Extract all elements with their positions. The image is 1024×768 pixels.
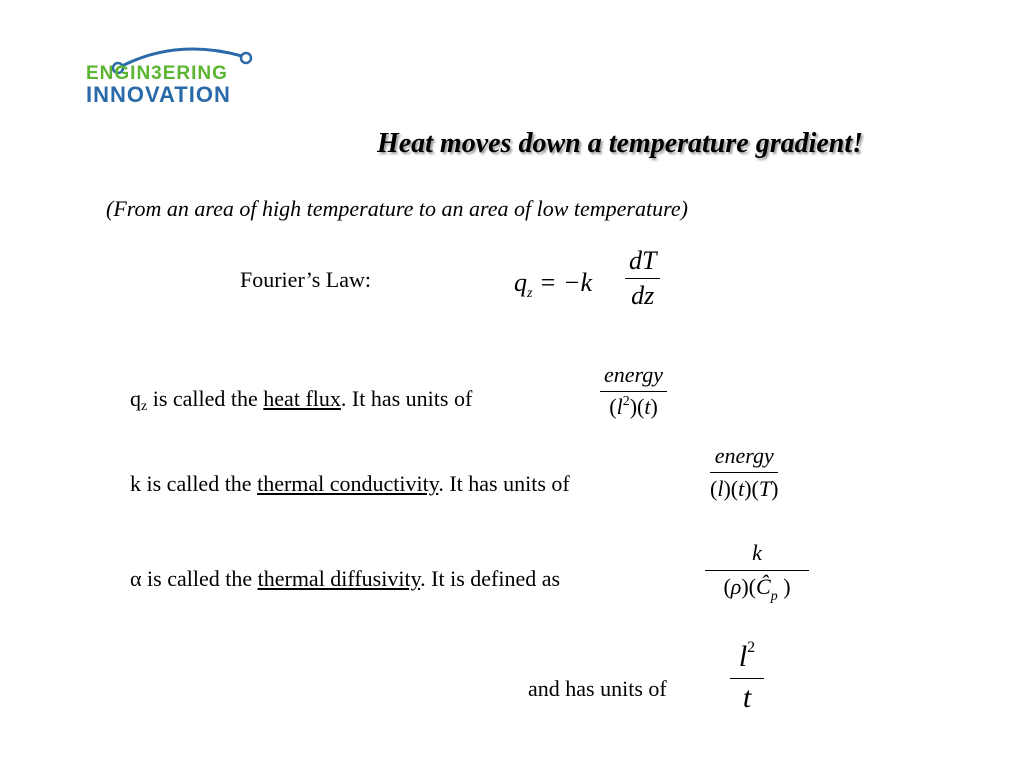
den-T: T — [758, 476, 772, 501]
conductivity-units-fraction — [710, 443, 778, 502]
diffusivity-numerator: k — [752, 540, 762, 565]
fraction-bar — [705, 570, 809, 571]
engineering-innovation-logo — [82, 44, 282, 106]
conductivity-term: thermal conductivity — [257, 471, 439, 496]
den-c-hat: Ĉ — [756, 574, 771, 599]
diffusivity-denominator: $(\rho)(Ĉ_p$ ) — [723, 574, 791, 604]
den-c-subscript: p — [770, 589, 778, 604]
fraction-bar — [600, 391, 667, 392]
fraction-bar — [625, 278, 660, 279]
diffusivity-text-before: α is called the — [130, 566, 258, 591]
fraction-bar — [730, 678, 764, 679]
units-fraction — [730, 640, 764, 715]
conductivity-text-before: k is called the — [130, 471, 258, 496]
fourier-numerator: dT — [629, 246, 657, 275]
den-t: t — [644, 394, 651, 419]
conductivity-units-numerator: energy — [714, 443, 774, 468]
den-l: l — [616, 394, 623, 419]
fourier-denominator: dz — [631, 281, 655, 310]
heat-flux-text-before: is called the — [147, 386, 264, 411]
heat-flux-units-fraction — [600, 362, 667, 420]
fourier-lhs-q: q — [514, 268, 527, 297]
fourier-equation-lhs — [514, 268, 593, 301]
diffusivity-term: thermal diffusivity — [257, 566, 421, 591]
num-l-exponent: 2 — [747, 639, 756, 656]
heat-flux-sentence — [130, 386, 472, 412]
num-l: l — [738, 640, 748, 673]
den-rho: ρ — [730, 574, 742, 599]
diffusivity-text-after: . It is defined as — [420, 566, 561, 591]
heat-flux-text-after: . It has units of — [340, 386, 473, 411]
fourier-law-label: Fourier’s Law: — [240, 267, 371, 292]
fraction-bar — [710, 472, 778, 473]
logo-line-engineering: ENGIN3ERING — [86, 63, 228, 84]
heat-flux-symbol-sub: z — [141, 399, 148, 414]
fourier-lhs-sub: z — [527, 286, 533, 301]
slide-title: Heat moves down a temperature gradient! — [376, 128, 864, 159]
slide-subtitle: (From an area of high temperature to an area of low temperature) — [106, 196, 688, 221]
units-denominator: t — [742, 681, 752, 714]
heat-flux-term: heat flux — [263, 386, 341, 411]
units-sentence: and has units of — [528, 676, 667, 701]
diffusivity-sentence — [130, 566, 560, 592]
diffusivity-fraction — [705, 540, 809, 604]
den-l: l — [717, 476, 724, 501]
conductivity-units-denominator: (l)(t)(T) — [710, 476, 779, 501]
fourier-equals: = −k — [538, 268, 593, 297]
den-t: t — [738, 476, 745, 501]
heat-flux-units-numerator: energy — [604, 362, 664, 387]
conductivity-sentence — [130, 471, 570, 497]
units-numerator — [730, 640, 764, 674]
heat-flux-symbol: q — [130, 386, 141, 411]
conductivity-text-after: . It has units of — [438, 471, 570, 496]
den-l-exponent: 2 — [622, 394, 630, 409]
fourier-fraction — [625, 246, 660, 311]
logo-line-innovation: INNOVATION — [86, 82, 231, 107]
heat-flux-units-denominator: $(l^2)(t)$ — [609, 394, 658, 419]
